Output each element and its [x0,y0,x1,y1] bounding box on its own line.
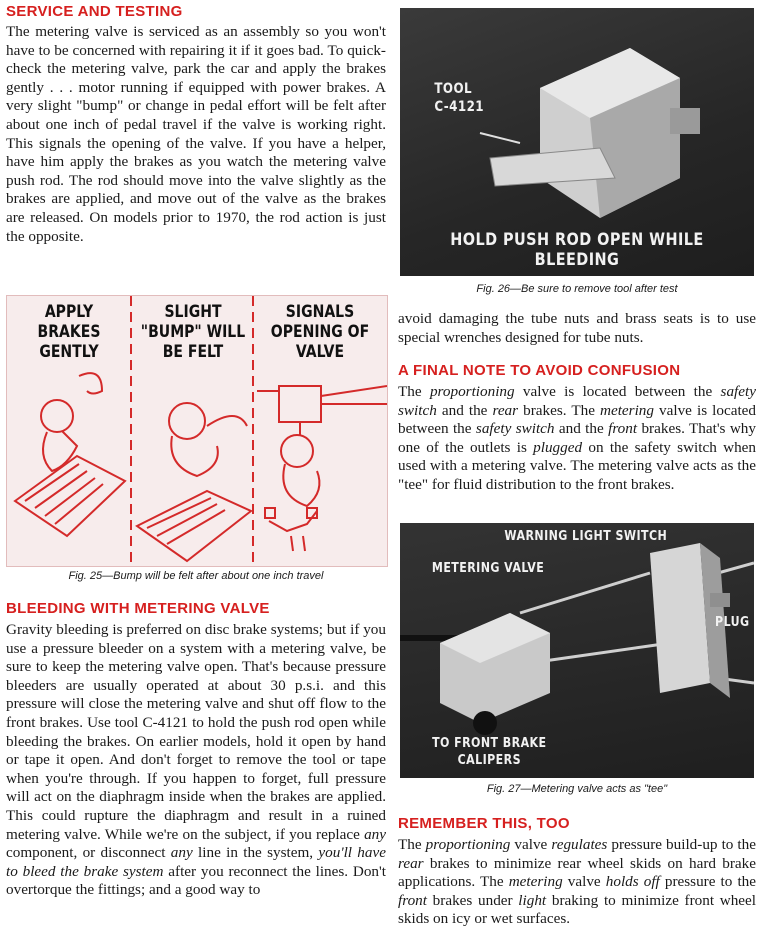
remember-heading: REMEMBER THIS, TOO [398,815,570,832]
remember-paragraph: The proportioning valve regulates pressure build-up to the rear brakes to minimize rear wheel skids on hard brake applications. The metering valve holds off pressure to the front brakes under light braking to minimize front wheel skids on icy or wet surfaces. [398,836,756,928]
fig27-photo [400,523,754,778]
bleeding-paragraph: Gravity bleeding is preferred on disc brake systems; but if you use a pressure bleeder on a system with a metering valve, be sure to keep the metering valve open. That's because pressure bleeders are usually operated at about 30 p.s.i. and this pressure will close the metering valve and shut off flow to the front brakes. Use tool C-4121 to hold the push rod open while bleeding the brakes. On earlier models, hold it open by hand or tape it open. And don't forget to remove the tool or tape when you're through. If you happen to forget, full pressure will act on the diaphragm inside when the brakes are applied. This could rupture the diaphragm and result in a ruined metering valve. While we're on the subject, if you replace any component, or disconnect any line in the system, you'll have to bleed the brake system after you reconnect the lines. Don't overtorque the fittings; and a good way to [6,621,386,899]
final-note-paragraph: The proportioning valve is located between the safety switch and the rear brakes. The metering valve is located between the safety switch and the front brakes. That's why one of the outlets is plugged on the safety switch when used with a metering valve. The metering valve acts as the "tee" for fluid distribution to the front brakes. [398,383,756,493]
plug-label: PLUG [715,615,750,630]
fig26-photo [400,8,754,276]
service-testing-paragraph: The metering valve is serviced as an assembly so you won't have to be concerned with repairing it if it goes bad. To quick-check the metering valve, park the car and apply the brakes gently . . . motor running if equipped with power brakes. A very slight "bump" or change in pedal effort will be felt after about one inch of pedal travel if the valve is working right. This signals the opening of the valve. If you have a helper, have him apply the brakes as you watch the metering valve push rod. The rod should move into the valve slightly as the brakes are applied, and move out of the valve as the brakes are released. On models prior to 1970, the rod action is just the opposite. [6,23,386,245]
panel1-label: APPLY BRAKES GENTLY [37,302,101,361]
tool-label: TOOL C-4121 [434,81,484,115]
panel3-label: SIGNALS OPENING OF VALVE [270,302,370,361]
bleeding-heading: BLEEDING WITH METERING VALVE [6,600,270,617]
calipers-label: TO FRONT BRAKE CALIPERS [432,736,547,768]
fig25-caption: Fig. 25—Bump will be felt after about one inch travel [68,570,324,582]
fig27-caption: Fig. 27—Metering valve acts as "tee" [486,783,668,795]
warning-light-switch-label: WARNING LIGHT SWITCH [504,529,668,544]
fig25-cartoon [6,295,388,567]
final-note-heading: A FINAL NOTE TO AVOID CONFUSION [398,362,681,379]
service-testing-heading: SERVICE AND TESTING [6,3,183,20]
panel2-label: SLIGHT "BUMP" WILL BE FELT [140,302,246,361]
fig26-caption: Fig. 26—Be sure to remove tool after test [476,283,678,295]
continuation-paragraph: avoid damaging the tube nuts and brass seats is to use special wrenches designed for tube nuts. [398,310,756,346]
metering-valve-label: METERING VALVE [431,561,545,576]
hold-push-rod-label: HOLD PUSH ROD OPEN WHILE BLEEDING [450,230,704,270]
